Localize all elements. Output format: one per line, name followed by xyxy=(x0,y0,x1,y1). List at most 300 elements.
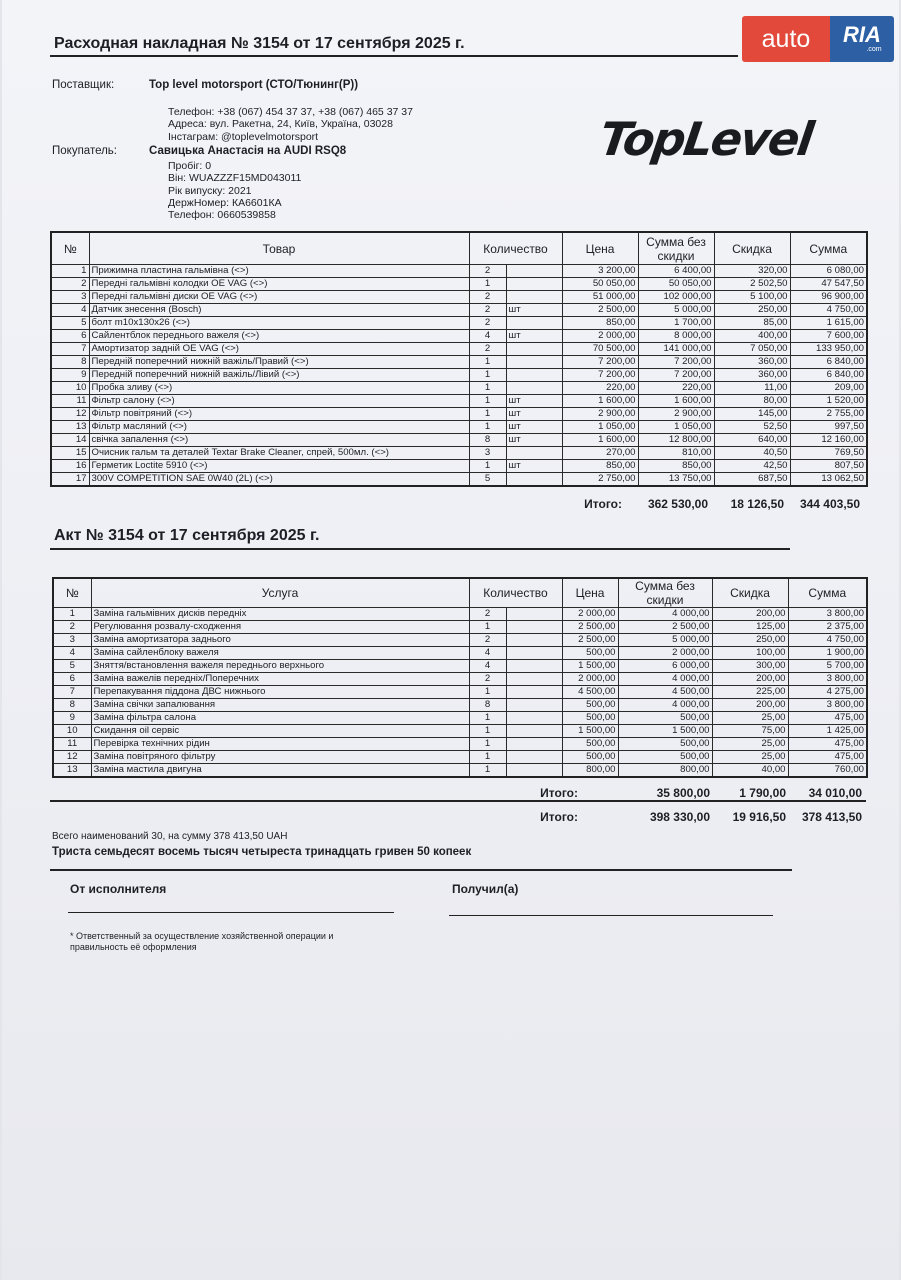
goods-cell-sum: 96 900,00 xyxy=(790,291,867,304)
act-cell-service: Заміна сайленблоку важеля xyxy=(91,647,469,660)
goods-cell-gross: 12 800,00 xyxy=(638,434,714,447)
goods-cell-discount: 320,00 xyxy=(714,265,790,278)
act-cell-qty: 1 xyxy=(469,725,506,738)
act-cell-sum: 3 800,00 xyxy=(788,699,867,712)
goods-cell-sum: 47 547,50 xyxy=(790,278,867,291)
goods-cell-sum: 133 950,00 xyxy=(790,343,867,356)
act-cell-discount: 25,00 xyxy=(712,751,788,764)
grand-total-rule xyxy=(50,800,866,802)
act-cell-qty: 1 xyxy=(469,751,506,764)
act-cell-num: 1 xyxy=(53,608,91,621)
goods-cell-qty: 3 xyxy=(469,447,506,460)
act-row xyxy=(53,647,867,660)
goods-cell-gross: 6 400,00 xyxy=(638,265,714,278)
act-cell-price: 4 500,00 xyxy=(562,686,618,699)
act-cell-sum: 760,00 xyxy=(788,764,867,778)
act-cell-discount: 200,00 xyxy=(712,699,788,712)
goods-cell-product: Герметик Loctite 5910 (<>) xyxy=(89,460,469,473)
act-cell-service: Перепакування піддона ДВС нижнього xyxy=(91,686,469,699)
goods-row xyxy=(51,408,867,421)
goods-cell-sum: 1 520,00 xyxy=(790,395,867,408)
act-cell-sum: 3 800,00 xyxy=(788,673,867,686)
goods-row xyxy=(51,382,867,395)
act-cell-qty: 1 xyxy=(469,712,506,725)
goods-cell-sum: 4 750,00 xyxy=(790,304,867,317)
act-row xyxy=(53,751,867,764)
act-cell-gross: 500,00 xyxy=(618,738,712,751)
autoria-ria-text: RIA xyxy=(843,22,881,47)
act-cell-discount: 200,00 xyxy=(712,673,788,686)
act-cell-gross: 500,00 xyxy=(618,751,712,764)
act-header-gross: Сумма без скидки xyxy=(618,578,712,608)
goods-cell-num: 15 xyxy=(51,447,89,460)
goods-row xyxy=(51,330,867,343)
goods-cell-sum: 6 840,00 xyxy=(790,356,867,369)
act-cell-gross: 4 000,00 xyxy=(618,608,712,621)
goods-cell-product: Датчик знесення (Bosch) xyxy=(89,304,469,317)
goods-cell-product: Передній поперечний нижній важіль/Правий (<>) xyxy=(89,356,469,369)
supplier-address: Адреса: вул. Ракетна, 24, Київ, Україна, 03028 xyxy=(168,118,393,131)
goods-cell-sum: 209,00 xyxy=(790,382,867,395)
buyer-label: Покупатель: xyxy=(52,145,117,157)
act-cell-sum: 475,00 xyxy=(788,751,867,764)
supplier-instagram: Інстаграм: @toplevelmotorsport xyxy=(168,130,319,143)
act-header-sum: Сумма xyxy=(788,578,867,608)
act-cell-qty-extra xyxy=(506,751,562,764)
goods-cell-qty: 8 xyxy=(469,434,506,447)
act-cell-num: 13 xyxy=(53,764,91,778)
goods-cell-qty: 2 xyxy=(469,343,506,356)
goods-cell-sum: 997,50 xyxy=(790,421,867,434)
goods-cell-sum: 1 615,00 xyxy=(790,317,867,330)
goods-row xyxy=(51,343,867,356)
act-total-gross: 35 800,00 xyxy=(656,786,710,800)
goods-header-product: Товар xyxy=(89,232,469,265)
goods-cell-price: 220,00 xyxy=(562,382,638,395)
goods-cell-product: Сайлентблок переднього важеля (<>) xyxy=(89,330,469,343)
goods-cell-discount: 7 050,00 xyxy=(714,343,790,356)
act-cell-gross: 4 000,00 xyxy=(618,673,712,686)
goods-cell-gross: 13 750,00 xyxy=(638,473,714,487)
goods-cell-unit: шт xyxy=(506,434,562,447)
goods-cell-qty: 1 xyxy=(469,369,506,382)
goods-cell-sum: 769,50 xyxy=(790,447,867,460)
goods-cell-qty: 1 xyxy=(469,408,506,421)
grand-total-discount: 19 916,50 xyxy=(732,810,786,824)
supplier-phone: Телефон: +38 (067) 454 37 37, +38 (067) 465 37 37 xyxy=(168,106,413,118)
autoria-ria-mark xyxy=(830,16,894,62)
buyer-details xyxy=(168,160,301,221)
act-cell-num: 2 xyxy=(53,621,91,634)
goods-cell-qty: 5 xyxy=(469,473,506,487)
buyer-plate: ДержНомер: КА6601КА xyxy=(168,196,282,209)
act-cell-gross: 4 000,00 xyxy=(618,699,712,712)
act-cell-discount: 75,00 xyxy=(712,725,788,738)
act-cell-gross: 4 500,00 xyxy=(618,686,712,699)
act-cell-gross: 500,00 xyxy=(618,712,712,725)
goods-cell-gross: 850,00 xyxy=(638,460,714,473)
act-cell-qty-extra xyxy=(506,673,562,686)
act-cell-num: 6 xyxy=(53,673,91,686)
invoice-total-label: Итого: xyxy=(584,497,622,511)
act-cell-qty: 1 xyxy=(469,621,506,634)
goods-cell-discount: 360,00 xyxy=(714,369,790,382)
act-cell-sum: 1 900,00 xyxy=(788,647,867,660)
goods-cell-price: 3 200,00 xyxy=(562,265,638,278)
buyer-mileage: Пробіг: 0 xyxy=(168,160,212,172)
goods-cell-product: болт m10x130x26 (<>) xyxy=(89,317,469,330)
goods-cell-gross: 50 050,00 xyxy=(638,278,714,291)
goods-cell-discount: 5 100,00 xyxy=(714,291,790,304)
goods-cell-sum: 7 600,00 xyxy=(790,330,867,343)
goods-cell-qty: 1 xyxy=(469,421,506,434)
act-cell-qty-extra xyxy=(506,647,562,660)
act-header-qty: Количество xyxy=(469,578,562,608)
goods-cell-price: 1 600,00 xyxy=(562,395,638,408)
goods-cell-unit: шт xyxy=(506,304,562,317)
goods-row xyxy=(51,317,867,330)
act-cell-num: 7 xyxy=(53,686,91,699)
act-cell-service: Скидання oil сервіс xyxy=(91,725,469,738)
act-cell-sum: 5 700,00 xyxy=(788,660,867,673)
act-cell-qty-extra xyxy=(506,764,562,778)
act-cell-discount: 100,00 xyxy=(712,647,788,660)
act-cell-qty-extra xyxy=(506,608,562,621)
grand-total-label: Итого: xyxy=(540,810,578,824)
goods-cell-sum: 13 062,50 xyxy=(790,473,867,487)
goods-cell-unit: шт xyxy=(506,395,562,408)
goods-cell-discount: 687,50 xyxy=(714,473,790,487)
goods-row xyxy=(51,304,867,317)
goods-cell-unit xyxy=(506,278,562,291)
goods-cell-discount: 250,00 xyxy=(714,304,790,317)
goods-cell-gross: 8 000,00 xyxy=(638,330,714,343)
act-cell-service: Заміна важелів передніх/Поперечних xyxy=(91,673,469,686)
goods-cell-product: Очисник гальм та деталей Textar Brake Cleaner, спрей, 500мл. (<>) xyxy=(89,447,469,460)
goods-cell-qty: 1 xyxy=(469,460,506,473)
goods-cell-qty: 1 xyxy=(469,278,506,291)
goods-cell-sum: 6 080,00 xyxy=(790,265,867,278)
act-total-net: 34 010,00 xyxy=(808,786,862,800)
goods-cell-qty: 2 xyxy=(469,304,506,317)
goods-cell-unit: шт xyxy=(506,460,562,473)
responsibility-note xyxy=(70,931,333,953)
goods-cell-product: Фільтр салону (<>) xyxy=(89,395,469,408)
goods-cell-sum: 6 840,00 xyxy=(790,369,867,382)
amount-in-words: Триста семьдесят восемь тысяч четыреста тринадцать гривен 50 копеек xyxy=(52,846,472,858)
goods-cell-unit xyxy=(506,473,562,487)
act-row xyxy=(53,660,867,673)
goods-cell-gross: 141 000,00 xyxy=(638,343,714,356)
goods-cell-gross: 2 900,00 xyxy=(638,408,714,421)
act-cell-num: 3 xyxy=(53,634,91,647)
goods-row xyxy=(51,421,867,434)
goods-cell-unit xyxy=(506,291,562,304)
goods-cell-price: 1 600,00 xyxy=(562,434,638,447)
act-cell-num: 9 xyxy=(53,712,91,725)
act-header-discount: Скидка xyxy=(712,578,788,608)
act-cell-qty: 1 xyxy=(469,764,506,778)
goods-cell-num: 6 xyxy=(51,330,89,343)
goods-cell-price: 7 200,00 xyxy=(562,369,638,382)
goods-cell-unit: шт xyxy=(506,408,562,421)
act-cell-price: 2 500,00 xyxy=(562,634,618,647)
act-cell-price: 500,00 xyxy=(562,751,618,764)
act-cell-service: Заміна свічки запалювання xyxy=(91,699,469,712)
document-page xyxy=(2,0,899,1280)
goods-cell-gross: 102 000,00 xyxy=(638,291,714,304)
act-cell-price: 500,00 xyxy=(562,738,618,751)
act-cell-discount: 250,00 xyxy=(712,634,788,647)
responsibility-note-line1: * Ответственный за осуществление хозяйственной операции и xyxy=(70,931,334,941)
act-cell-sum: 3 800,00 xyxy=(788,608,867,621)
goods-cell-discount: 42,50 xyxy=(714,460,790,473)
goods-cell-num: 17 xyxy=(51,473,89,487)
act-header-service: Услуга xyxy=(91,578,469,608)
goods-cell-price: 2 750,00 xyxy=(562,473,638,487)
act-cell-discount: 25,00 xyxy=(712,712,788,725)
act-cell-price: 2 000,00 xyxy=(562,608,618,621)
goods-cell-gross: 1 600,00 xyxy=(638,395,714,408)
act-cell-price: 800,00 xyxy=(562,764,618,778)
goods-cell-product: Фільтр повітряний (<>) xyxy=(89,408,469,421)
act-cell-qty: 2 xyxy=(469,673,506,686)
act-cell-service: Регулювання розвалу-сходження xyxy=(91,621,469,634)
act-cell-qty-extra xyxy=(506,725,562,738)
goods-cell-price: 850,00 xyxy=(562,460,638,473)
act-cell-qty: 4 xyxy=(469,647,506,660)
invoice-title: Расходная накладная № 3154 от 17 сентября 2025 г. xyxy=(54,35,465,52)
goods-cell-price: 2 000,00 xyxy=(562,330,638,343)
act-cell-sum: 4 275,00 xyxy=(788,686,867,699)
act-row xyxy=(53,686,867,699)
goods-cell-product: Передні гальмівні колодки OE VAG (<>) xyxy=(89,278,469,291)
act-row xyxy=(53,738,867,751)
goods-cell-qty: 2 xyxy=(469,265,506,278)
goods-cell-num: 5 xyxy=(51,317,89,330)
goods-cell-unit: шт xyxy=(506,330,562,343)
goods-cell-product: Пробка зливу (<>) xyxy=(89,382,469,395)
goods-cell-qty: 1 xyxy=(469,395,506,408)
goods-cell-num: 9 xyxy=(51,369,89,382)
act-row xyxy=(53,608,867,621)
act-cell-qty-extra xyxy=(506,712,562,725)
supplier-label: Поставщик: xyxy=(52,79,115,91)
act-cell-qty-extra xyxy=(506,738,562,751)
act-cell-sum: 2 375,00 xyxy=(788,621,867,634)
goods-cell-qty: 2 xyxy=(469,291,506,304)
act-cell-price: 2 000,00 xyxy=(562,673,618,686)
goods-row xyxy=(51,460,867,473)
goods-cell-price: 50 050,00 xyxy=(562,278,638,291)
goods-header-row xyxy=(51,232,867,265)
grand-total-net: 378 413,50 xyxy=(801,810,862,824)
goods-row xyxy=(51,434,867,447)
act-row xyxy=(53,764,867,778)
receiver-label: Получил(а) xyxy=(452,882,519,896)
act-cell-sum: 475,00 xyxy=(788,738,867,751)
goods-cell-discount: 11,00 xyxy=(714,382,790,395)
invoice-total-net: 344 403,50 xyxy=(799,497,860,511)
goods-cell-sum: 12 160,00 xyxy=(790,434,867,447)
goods-cell-discount: 360,00 xyxy=(714,356,790,369)
act-cell-discount: 300,00 xyxy=(712,660,788,673)
act-cell-sum: 475,00 xyxy=(788,712,867,725)
act-cell-service: Заміна амортизатора заднього xyxy=(91,634,469,647)
act-cell-qty: 4 xyxy=(469,660,506,673)
goods-row xyxy=(51,356,867,369)
title-underline xyxy=(50,55,738,57)
executor-signature-line xyxy=(68,912,394,913)
goods-cell-discount: 400,00 xyxy=(714,330,790,343)
goods-cell-gross: 7 200,00 xyxy=(638,369,714,382)
goods-cell-qty: 1 xyxy=(469,356,506,369)
goods-cell-gross: 7 200,00 xyxy=(638,356,714,369)
goods-row xyxy=(51,265,867,278)
goods-cell-discount: 52,50 xyxy=(714,421,790,434)
act-cell-discount: 25,00 xyxy=(712,738,788,751)
goods-cell-unit xyxy=(506,265,562,278)
act-cell-qty: 2 xyxy=(469,608,506,621)
goods-cell-gross: 1 700,00 xyxy=(638,317,714,330)
act-cell-num: 12 xyxy=(53,751,91,764)
act-cell-gross: 2 000,00 xyxy=(618,647,712,660)
invoice-total-gross: 362 530,00 xyxy=(647,497,708,511)
act-row xyxy=(53,725,867,738)
act-cell-discount: 40,00 xyxy=(712,764,788,778)
goods-cell-num: 2 xyxy=(51,278,89,291)
act-cell-qty-extra xyxy=(506,686,562,699)
buyer-year: Рік випуску: 2021 xyxy=(168,184,252,197)
goods-header-discount: Скидка xyxy=(714,232,790,265)
act-row xyxy=(53,621,867,634)
act-cell-service: Зняття/встановлення важеля переднього верхнього xyxy=(91,660,469,673)
act-cell-qty: 1 xyxy=(469,686,506,699)
goods-cell-product: Фільтр масляний (<>) xyxy=(89,421,469,434)
act-title-underline xyxy=(50,548,790,550)
goods-row xyxy=(51,447,867,460)
buyer-name: Савицька Анастасія на AUDI RSQ8 xyxy=(149,145,347,157)
act-cell-service: Заміна фільтра салона xyxy=(91,712,469,725)
act-cell-qty-extra xyxy=(506,660,562,673)
goods-cell-num: 1 xyxy=(51,265,89,278)
act-cell-service: Перевірка технічних рідин xyxy=(91,738,469,751)
goods-cell-num: 12 xyxy=(51,408,89,421)
goods-cell-unit: шт xyxy=(506,421,562,434)
goods-cell-gross: 5 000,00 xyxy=(638,304,714,317)
grand-total-gross: 398 330,00 xyxy=(649,810,710,824)
supplier-details xyxy=(168,106,413,143)
act-cell-qty: 8 xyxy=(469,699,506,712)
act-cell-price: 500,00 xyxy=(562,647,618,660)
act-cell-qty-extra xyxy=(506,621,562,634)
goods-cell-product: Прижимна пластина гальмівна (<>) xyxy=(89,265,469,278)
goods-cell-price: 2 900,00 xyxy=(562,408,638,421)
goods-cell-discount: 145,00 xyxy=(714,408,790,421)
act-cell-gross: 1 500,00 xyxy=(618,725,712,738)
goods-cell-product: свічка запалення (<>) xyxy=(89,434,469,447)
items-summary: Всего наименований 30, на сумму 378 413,50 UAH xyxy=(52,831,288,842)
toplevel-logo: TopLevel xyxy=(596,112,816,166)
goods-row xyxy=(51,369,867,382)
buyer-vin: Він: WUAZZZF15MD043011 xyxy=(168,172,302,185)
act-cell-price: 1 500,00 xyxy=(562,660,618,673)
goods-cell-num: 10 xyxy=(51,382,89,395)
act-cell-service: Заміна гальмівних дисків передніх xyxy=(91,608,469,621)
act-total-label: Итого: xyxy=(540,786,578,800)
goods-cell-product: Передній поперечний нижній важіль/Лівий (<>) xyxy=(89,369,469,382)
act-header-row xyxy=(53,578,867,608)
goods-cell-qty: 2 xyxy=(469,317,506,330)
invoice-total-discount: 18 126,50 xyxy=(730,497,784,511)
goods-header-gross: Сумма без скидки xyxy=(638,232,714,265)
act-title: Акт № 3154 от 17 сентября 2025 г. xyxy=(54,527,320,544)
goods-row xyxy=(51,473,867,487)
act-row xyxy=(53,712,867,725)
goods-cell-num: 11 xyxy=(51,395,89,408)
goods-header-qty: Количество xyxy=(469,232,562,265)
autoria-com-text: .com xyxy=(866,46,882,53)
words-underline xyxy=(50,869,792,871)
goods-cell-unit xyxy=(506,382,562,395)
goods-cell-price: 850,00 xyxy=(562,317,638,330)
autoria-auto-text: auto xyxy=(742,16,830,62)
buyer-phone: Телефон: 0660539858 xyxy=(168,209,276,222)
act-cell-service: Заміна мастила двигуна xyxy=(91,764,469,778)
act-cell-gross: 5 000,00 xyxy=(618,634,712,647)
goods-cell-price: 270,00 xyxy=(562,447,638,460)
act-cell-num: 5 xyxy=(53,660,91,673)
act-cell-gross: 2 500,00 xyxy=(618,621,712,634)
act-cell-discount: 200,00 xyxy=(712,608,788,621)
act-cell-qty: 2 xyxy=(469,634,506,647)
act-cell-qty-extra xyxy=(506,634,562,647)
receiver-signature-line xyxy=(449,915,773,916)
goods-cell-discount: 2 502,50 xyxy=(714,278,790,291)
goods-cell-num: 8 xyxy=(51,356,89,369)
act-cell-price: 500,00 xyxy=(562,712,618,725)
goods-cell-unit xyxy=(506,343,562,356)
goods-cell-price: 7 200,00 xyxy=(562,356,638,369)
act-total-discount: 1 790,00 xyxy=(739,786,786,800)
goods-header-num: № xyxy=(51,232,89,265)
goods-header-sum: Сумма xyxy=(790,232,867,265)
responsibility-note-line2: правильность её оформления xyxy=(70,942,197,952)
act-cell-price: 1 500,00 xyxy=(562,725,618,738)
goods-cell-product: Амортизатор задній OE VAG (<>) xyxy=(89,343,469,356)
act-cell-discount: 225,00 xyxy=(712,686,788,699)
act-cell-num: 11 xyxy=(53,738,91,751)
goods-cell-discount: 80,00 xyxy=(714,395,790,408)
goods-cell-discount: 640,00 xyxy=(714,434,790,447)
act-cell-sum: 4 750,00 xyxy=(788,634,867,647)
act-row xyxy=(53,673,867,686)
goods-cell-unit xyxy=(506,317,562,330)
goods-cell-product: 300V COMPETITION SAE 0W40 (2L) (<>) xyxy=(89,473,469,487)
goods-cell-price: 70 500,00 xyxy=(562,343,638,356)
autoria-watermark xyxy=(742,16,894,62)
goods-cell-price: 1 050,00 xyxy=(562,421,638,434)
goods-cell-qty: 4 xyxy=(469,330,506,343)
act-header-num: № xyxy=(53,578,91,608)
goods-cell-qty: 1 xyxy=(469,382,506,395)
goods-cell-discount: 85,00 xyxy=(714,317,790,330)
act-header-price: Цена xyxy=(562,578,618,608)
goods-cell-discount: 40,50 xyxy=(714,447,790,460)
goods-cell-num: 14 xyxy=(51,434,89,447)
goods-table xyxy=(50,231,868,487)
act-cell-qty: 1 xyxy=(469,738,506,751)
